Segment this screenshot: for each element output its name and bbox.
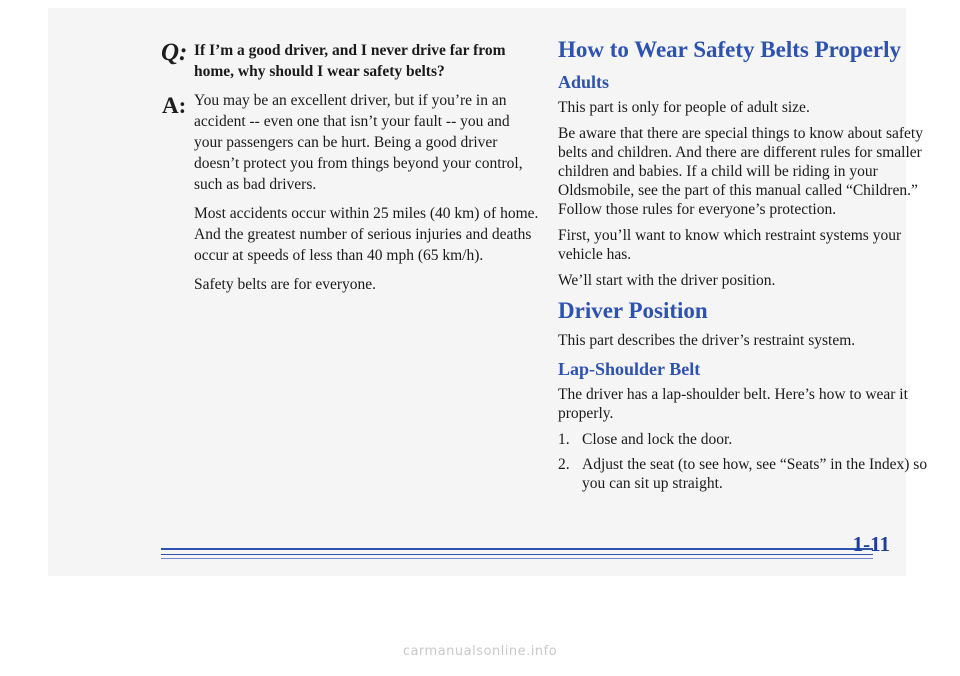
adults-paragraph: Be aware that there are special things to know about safety belts and children. And there are different rules for smaller children and babies. If a child will be riding in your Oldsmobile, see the part of this manual called “Children.” Follow those rules for everyone’s protection. (558, 125, 923, 218)
step-text: Adjust the seat (to see how, see “Seats” in the Index) so you can sit up straight. (582, 456, 928, 492)
step-text: Close and lock the door. (582, 431, 733, 448)
lap-shoulder-belt-paragraph: The driver has a lap-shoulder belt. Here’s how to wear it properly. (558, 386, 908, 422)
step-number: 1. (558, 431, 570, 448)
instructions-column (558, 36, 933, 499)
step-number: 2. (558, 456, 570, 473)
lap-shoulder-belt-heading: Lap-Shoulder Belt (558, 359, 701, 379)
question-text: If I’m a good driver, and I never drive far from home, why should I wear safety belts? (194, 42, 506, 80)
qa-column (161, 36, 541, 303)
page-number: 1-11 (852, 532, 890, 556)
page-title: How to Wear Safety Belts Properly (558, 37, 902, 62)
manual-page (48, 8, 928, 576)
footer-rule (161, 558, 873, 559)
adults-paragraph: This part is only for people of adult size. (558, 99, 810, 116)
question-block (161, 40, 541, 82)
adults-paragraph: We’ll start with the driver position. (558, 272, 776, 289)
watermark: carmanualsonline.info (402, 644, 558, 659)
adults-paragraph: First, you’ll want to know which restraint systems your vehicle has. (558, 227, 902, 263)
list-item (558, 430, 933, 449)
driver-position-paragraph: This part describes the driver’s restraint system. (558, 332, 856, 349)
driver-position-heading: Driver Position (558, 298, 708, 323)
answer-paragraph: Safety belts are for everyone. (194, 276, 377, 293)
answer-block (161, 90, 541, 295)
steps-list (558, 430, 933, 493)
adults-heading: Adults (558, 72, 610, 92)
footer-rule (161, 554, 873, 555)
list-item (558, 455, 933, 493)
answer-paragraph: Most accidents occur within 25 miles (40 km) of home. And the greatest number of serious injuries and deaths occur at speeds of less than 40 mph (65 km/h). (194, 205, 539, 264)
answer-paragraph: You may be an excellent driver, but if you’re in an accident -- even one that isn’t your fault -- you and your passengers can be hurt. Being a good driver doesn’t protect you from things beyond your control, such as bad drivers. (194, 92, 523, 193)
answer-mark-label: A: (162, 93, 187, 118)
footer-rule (161, 548, 873, 550)
question-mark-label: Q: (161, 39, 188, 66)
